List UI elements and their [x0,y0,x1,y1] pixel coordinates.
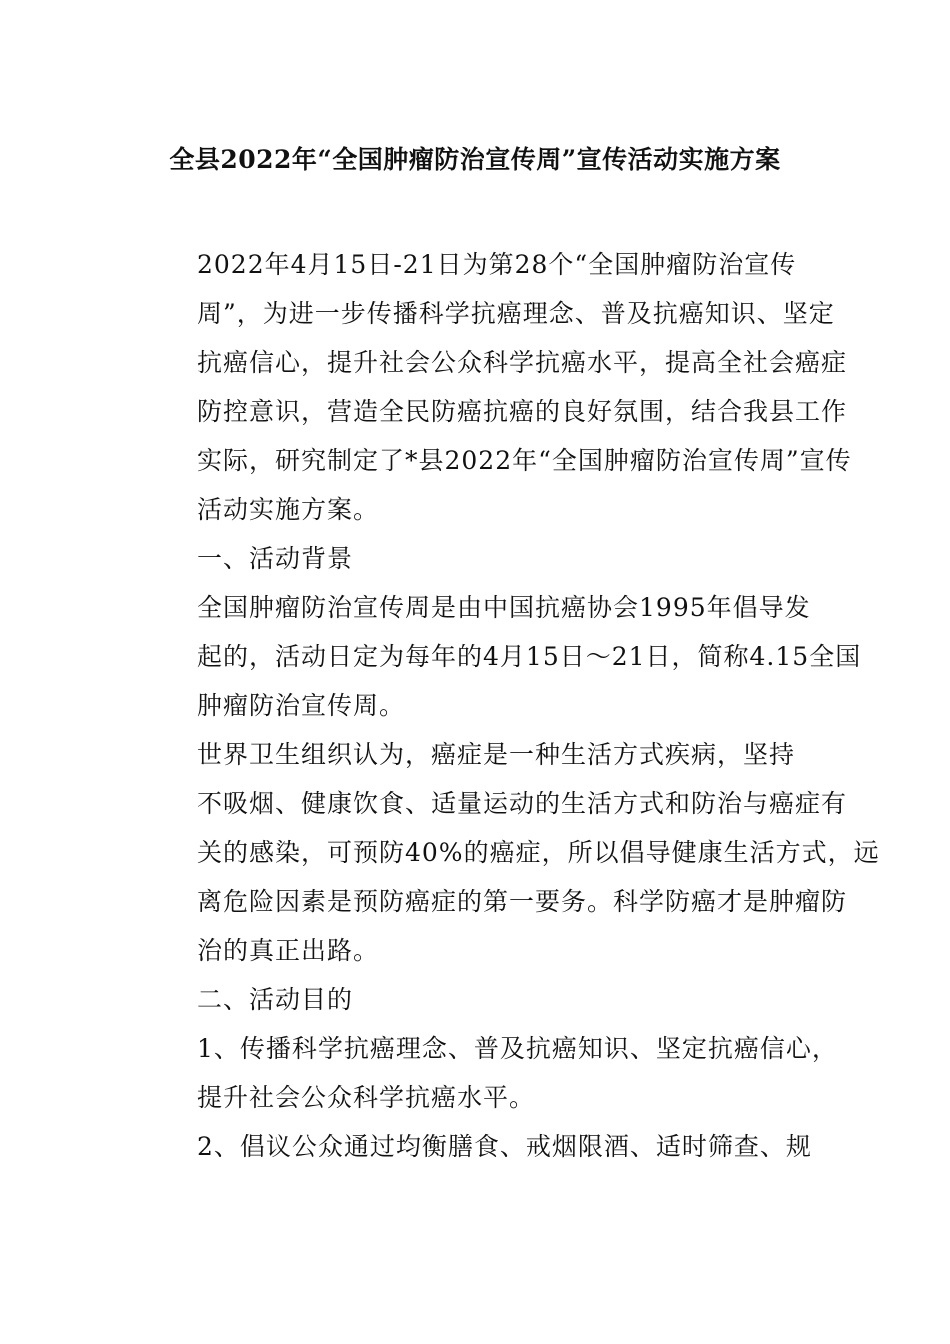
document-title: 全县2022年“全国肿瘤防治宣传周”宣传活动实施方案 [169,145,781,174]
paragraph-background-1 [145,583,862,730]
text-line: 世界卫生组织认为，癌症是一种生活方式疾病，坚持 [197,740,796,769]
text-line: 1、传播科学抗癌理念、普及抗癌知识、坚定抗癌信心， [197,1034,838,1063]
text-line: 实际，研究制定了*县2022年“全国肿瘤防治宣传周”宣传 [197,446,852,475]
paragraph-background-2 [145,730,880,975]
text-line: 关的感染，可预防40%的癌症，所以倡导健康生活方式，远 [197,838,880,867]
paragraph-purpose-1 [145,1024,838,1122]
text-line: 离危险因素是预防癌症的第一要务。科学防癌才是肿瘤防 [197,887,848,916]
text-line: 周”，为进一步传播科学抗癌理念、普及抗癌知识、坚定 [197,299,835,328]
text-line: 2022年4月15日-21日为第28个“全国肿瘤防治宣传 [197,250,797,279]
text-line: 活动实施方案。 [197,495,380,524]
text-line: 全国肿瘤防治宣传周是由中国抗癌协会1995年倡导发 [197,593,811,622]
text-line: 2、倡议公众通过均衡膳食、戒烟限酒、适时筛查、规 [197,1132,812,1161]
text-line: 抗癌信心，提升社会公众科学抗癌水平，提高全社会癌症 [197,348,848,377]
heading-line: 一、活动背景 [197,544,354,573]
text-line: 防控意识，营造全民防癌抗癌的良好氛围，结合我县工作 [197,397,848,426]
paragraph-purpose-2 [145,1122,810,1171]
section-heading-background [145,534,810,583]
text-line: 起的，活动日定为每年的4月15日～21日，简称4.15全国 [197,642,862,671]
heading-line: 二、活动目的 [197,985,354,1014]
text-line: 肿瘤防治宣传周。 [197,691,406,720]
section-heading-purpose [145,975,810,1024]
paragraph-intro [145,240,852,534]
text-line: 治的真正出路。 [197,936,380,965]
document-body [145,240,880,1171]
text-line: 不吸烟、健康饮食、适量运动的生活方式和防治与癌症有 [197,789,848,818]
text-line: 提升社会公众科学抗癌水平。 [197,1083,536,1112]
